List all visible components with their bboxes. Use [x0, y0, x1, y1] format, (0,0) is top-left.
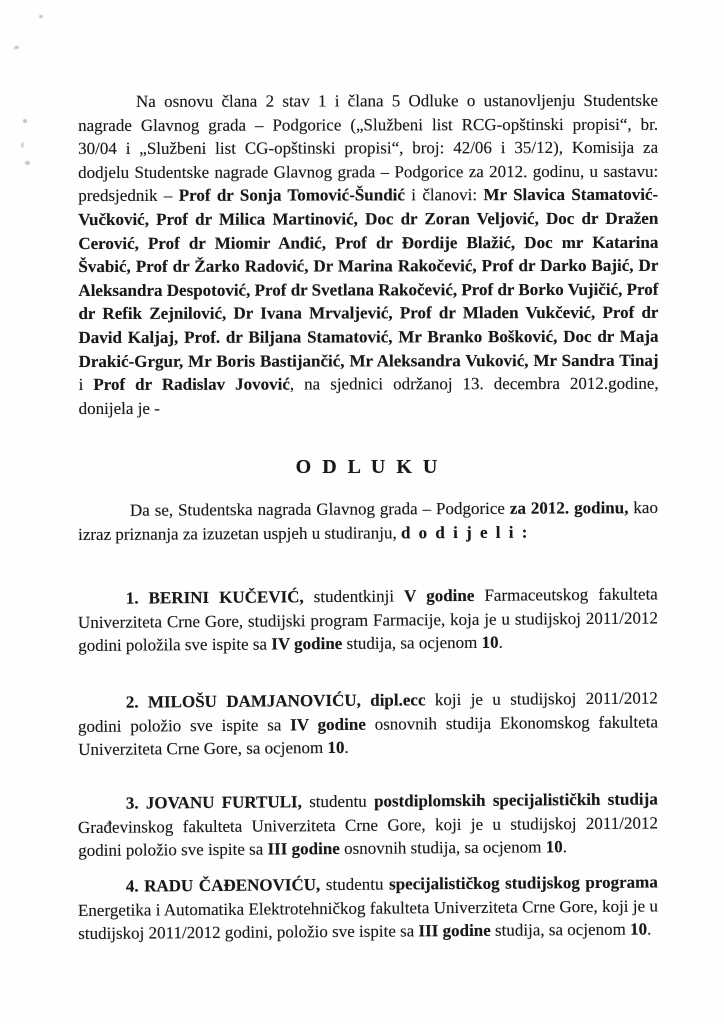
bold-text-run: d o d i j e l i : [400, 522, 530, 543]
text-run: studija, sa ocjenom [342, 632, 482, 653]
bold-text-run: 10 [327, 738, 345, 758]
text-run: Na osnovu člana 2 stav 1 i člana 5 Odluke o ustanovljenju Studentske nagrade Glavnog grada – Podgorice („Službeni list RCG-opštinski propisi“, br. 30/04 i „Službeni list CG-opštinski propisi“, broj: 42/06 i 35/12), Komisija za dodjelu Studentske nagrade Glavnog grada – Podgorice za 2012. godinu, u sastavu: predsjednik – [78, 90, 659, 206]
bold-text-run: 10 [545, 837, 563, 857]
text-run: . [562, 837, 567, 857]
bold-text-run: III godine [418, 920, 491, 941]
award-item-4 [78, 870, 659, 945]
text-run: Energetika i Automatika Elektrotehničkog fakulteta Univerziteta Crne Gore, koji je u studijskoj 2011/2012 godini, položio sve ispite sa [77, 895, 659, 944]
text-run: koji je u studijskoj 2011/2012 godini položio sve ispite sa [77, 688, 658, 736]
text-run: i [78, 375, 94, 395]
document-content [78, 90, 658, 946]
text-run: kao izraz priznanja za izuzetan uspjeh u studiranju, [78, 498, 658, 544]
decision-title: O D L U K U [295, 456, 441, 479]
bold-text-run: IV godine [290, 714, 366, 735]
text-run: Da se, Studentska nagrada Glavnog grada – Podgorice [129, 499, 510, 521]
bold-text-run: 3. JOVANU FURTULI, [125, 792, 302, 813]
bold-text-run: Prof dr Sonja Tomović-Šundić [178, 185, 405, 206]
award-item-2 [78, 687, 659, 762]
text-run: studija, sa ocjenom [490, 919, 631, 940]
bold-text-run: 4. RADU ČAĐENOVIĆU, [125, 874, 321, 896]
bold-text-run: specijalističkog studijskog programa [388, 872, 658, 894]
bold-text-run: Mr Slavica Stamatović-Vučković, Prof dr Milica Martinović, Doc dr Zoran Veljović, Doc dr Dražen Cerović, Prof dr Miomir Anđić, Prof dr Đordije Blažić, Doc mr Katarina Švabić, Prof dr Žarko Radović, Dr Marina Rakočević, Prof dr Darko Bajić, Dr Aleksandra Despotović, Prof dr Svetlana Rakočević, Prof dr Borko Vujičić, Prof dr Refik Zejnilović, Dr Ivana Mrvaljević, Prof dr Mladen Vukčević, Prof dr David Kaljaj, Prof. dr Biljana Stamatović, Mr Branko Bošković, Doc dr Maja Drakić-Grgur, Mr Boris Bastijančić, Mr Aleksandra Vuković, Mr Sandra Tinaj [78, 185, 659, 371]
text-run: osnovnih studija Ekonomskog fakulteta Univerziteta Crne Gore, sa ocjenom [78, 712, 659, 760]
text-run: . [344, 738, 349, 758]
bold-text-run: 2. MILOŠU DAMJANOVIĆU, dipl.ecc [125, 690, 426, 712]
scan-speck [23, 119, 27, 123]
award-item-1 [78, 582, 659, 657]
bold-text-run: postdiplomskih specijalističkih studija [373, 789, 658, 811]
text-run: . [498, 632, 503, 652]
text-run: . [646, 919, 652, 939]
intro-paragraph [78, 89, 659, 421]
text-run: studentu [301, 791, 375, 812]
scan-speck [21, 142, 24, 148]
bold-text-run: 1. BERINI KUČEVIĆ, [125, 586, 304, 608]
bold-text-run: III godine [267, 839, 340, 859]
text-run: studentkinji [303, 585, 405, 606]
scan-speck [25, 161, 30, 165]
bold-text-run: V godine [404, 585, 475, 605]
text-run: Farmaceutskog fakulteta Univerziteta Crne Gore, studijski program Farmacije, koja je u studijskoj 2011/2012 godini položila sve ispite sa [77, 583, 659, 655]
bold-text-run: 10 [629, 919, 648, 939]
scan-speck [14, 45, 20, 50]
bold-text-run: za 2012. godinu, [509, 498, 629, 519]
award-item-3 [78, 788, 659, 863]
bold-text-run: 10 [481, 632, 499, 652]
text-run: studentu [320, 874, 390, 894]
bold-text-run: IV godine [271, 633, 343, 654]
scan-speck [39, 15, 43, 18]
text-run: , na sjednici održanoj 13. decembra 2012.godine, donijela je - [78, 373, 659, 418]
decision-paragraph [78, 496, 658, 546]
text-run: osnovnih studija, sa ocjenom [339, 837, 546, 859]
bold-text-run: Prof dr Radislav Jovović [93, 374, 290, 395]
text-run: i članovi: [404, 185, 484, 205]
text-run: Građevinskog fakulteta Univerziteta Crne Gore, koji je u studijskoj 2011/2012 godini položio sve ispite sa [77, 813, 659, 861]
